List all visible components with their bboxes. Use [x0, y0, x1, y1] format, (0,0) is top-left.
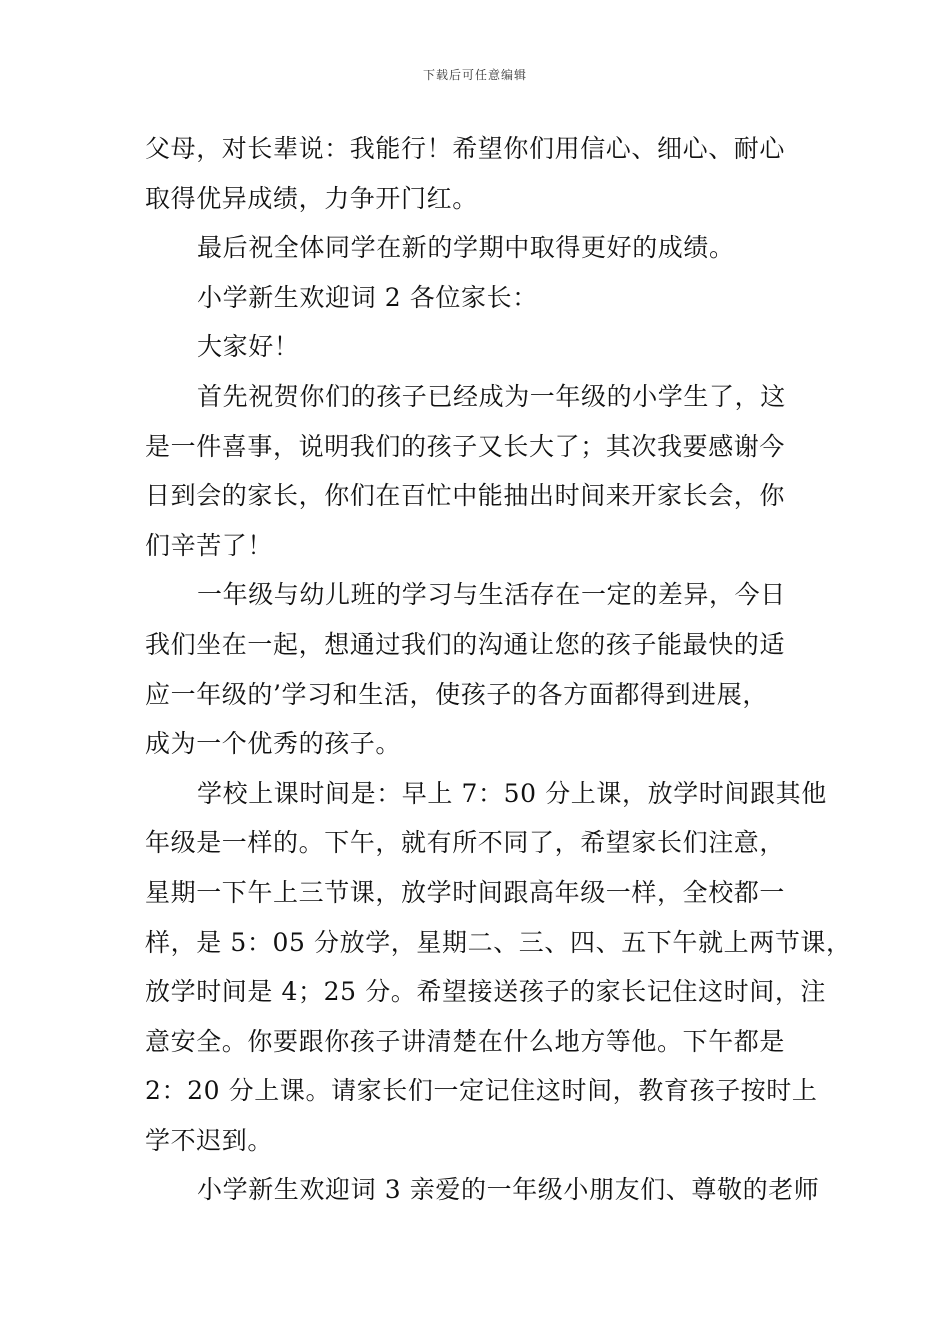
text-line: 取得优异成绩，力争开门红。 [145, 183, 478, 213]
text-line: 首先祝贺你们的孩子已经成为一年级的小学生了，这 [197, 381, 786, 411]
text-line: 最后祝全体同学在新的学期中取得更好的成绩。 [197, 233, 735, 263]
text-line: 学校上课时间是：早上 7：50 分上课，放学时间跟其他 [197, 778, 827, 808]
text-line: 父母，对长辈说：我能行！希望你们用信心、细心、耐心 [145, 134, 786, 163]
text-line: 我们坐在一起，想通过我们的沟通让您的孩子能最快的适 [145, 629, 786, 659]
text-line: 星期一下午上三节课，放学时间跟高年级一样，全校都一 [145, 877, 786, 907]
text-line: 放学时间是 4；25 分。希望接送孩子的家长记住这时间，注 [145, 977, 827, 1007]
text-line: 一年级与幼儿班的学习与生活存在一定的差异，今日 [197, 580, 786, 610]
document-body [145, 124, 852, 1215]
text-line: 成为一个优秀的孩子。 [145, 729, 402, 759]
text-line: 样，是 5：05 分放学，星期二、三、四、五下午就上两节课， [145, 927, 852, 957]
text-line: 大家好！ [197, 332, 300, 362]
text-line: 2：20 分上课。请家长们一定记住这时间，教育孩子按时上 [145, 1076, 818, 1106]
text-line: 日到会的家长，你们在百忙中能抽出时间来开家长会，你 [145, 481, 786, 511]
text-line: 是一件喜事，说明我们的孩子又长大了；其次我要感谢今 [145, 431, 786, 461]
text-line: 年级是一样的。下午，就有所不同了，希望家长们注意， [145, 828, 786, 858]
header-note: 下载后可任意编辑 [422, 68, 527, 82]
text-line: 小学新生欢迎词 3 亲爱的一年级小朋友们、尊敬的老师 [197, 1175, 820, 1205]
text-line: 小学新生欢迎词 2 各位家长： [197, 282, 538, 312]
text-line: 们辛苦了！ [145, 530, 274, 560]
text-line: 意安全。你要跟你孩子讲清楚在什么地方等他。下午都是 [145, 1026, 786, 1056]
text-line: 应一年级的’学习和生活，使孩子的各方面都得到进展， [145, 679, 768, 709]
text-line: 学不迟到。 [145, 1125, 274, 1155]
